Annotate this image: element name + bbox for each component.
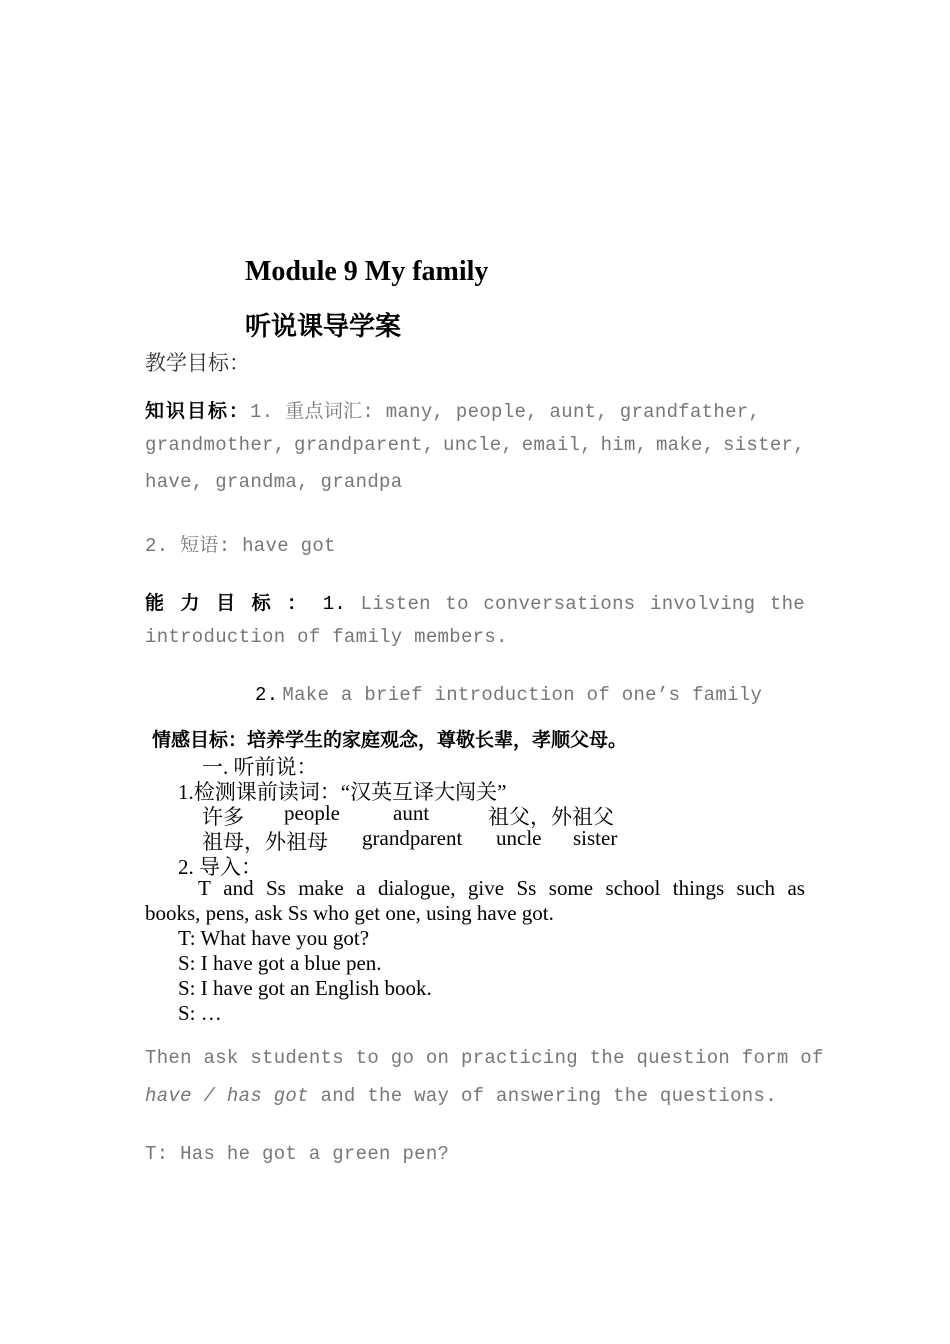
word-row-cell: people xyxy=(284,801,340,825)
knowledge-vocab-line3: have, grandma, grandpa xyxy=(145,471,403,493)
knowledge-phrases: 2. 短语: have got xyxy=(145,535,336,557)
vocab-word: make, xyxy=(655,434,715,456)
word-test-label: 1.检测课前读词：“汉英互译大闯关” xyxy=(178,780,507,804)
lead-in-word: and xyxy=(223,876,254,900)
lead-in-word: make xyxy=(298,876,344,900)
ability-goal-line2: introduction of family members. xyxy=(145,626,508,648)
ability-word: Listen xyxy=(360,593,431,615)
word-row-cell: 祖母，外祖母 xyxy=(202,830,328,854)
teaching-goals-label: 教学目标： xyxy=(145,351,250,375)
ability-label-char: 目 xyxy=(216,592,238,614)
practice-line2-rest: and the way of answering the questions. xyxy=(308,1085,777,1107)
ability-label-char: ： xyxy=(287,592,309,614)
knowledge-vocab-line1: 1. 重点词汇: many, people, aunt, grandfather, xyxy=(250,401,761,423)
practice-line1: Then ask students to go on practicing the question form of xyxy=(145,1047,824,1069)
ability-word: involving xyxy=(650,593,756,615)
ability-goal-line1 xyxy=(145,588,805,615)
ability-label-char: 力 xyxy=(180,592,202,614)
ability-goal-item2 xyxy=(255,684,762,706)
lead-in-word: a xyxy=(356,876,366,900)
lead-in-word: school xyxy=(605,876,661,900)
knowledge-goal-line1 xyxy=(145,396,760,423)
emotion-goal: 情感目标：培养学生的家庭观念，尊敬长辈，孝顺父母。 xyxy=(152,729,628,751)
vocab-word: email, xyxy=(521,434,592,456)
knowledge-goal-label: 知识目标： xyxy=(145,400,251,422)
vocab-word: uncle, xyxy=(443,434,514,456)
word-row-cell: uncle xyxy=(496,826,542,850)
practice-question: T: Has he got a green pen? xyxy=(145,1143,450,1165)
practice-line2 xyxy=(145,1085,777,1107)
lead-in-word: give xyxy=(467,876,505,900)
lead-in-word: some xyxy=(548,876,594,900)
document-title: Module 9 My family xyxy=(245,256,489,287)
dialogue-line: S: I have got an English book. xyxy=(178,976,432,1000)
lead-in-line2: books, pens, ask Ss who get one, using have got. xyxy=(145,901,554,925)
lead-in-label: 2. 导入： xyxy=(178,855,262,879)
vocab-word: sister, xyxy=(723,434,805,456)
practice-emphasis: have / has got xyxy=(145,1085,309,1107)
dialogue-line: T: What have you got? xyxy=(178,926,370,950)
lead-in-word: dialogue, xyxy=(377,876,456,900)
word-row-cell: 祖父，外祖父 xyxy=(488,805,614,829)
lead-in-word: as xyxy=(787,876,805,900)
knowledge-vocab-line2 xyxy=(145,434,805,456)
word-row-cell: aunt xyxy=(393,801,430,825)
dialogue-line: S: I have got a blue pen. xyxy=(178,951,382,975)
vocab-word: grandmother, xyxy=(145,434,286,456)
ability-word: to xyxy=(445,593,469,615)
word-row-cell: sister xyxy=(573,826,618,850)
vocab-word: him, xyxy=(600,434,648,456)
word-row-cell: grandparent xyxy=(362,826,463,850)
ability-label-char: 能 xyxy=(145,592,167,614)
ability-word: the xyxy=(769,593,805,615)
ability-item-number: 1. xyxy=(322,593,347,615)
document-subtitle: 听说课导学案 xyxy=(245,312,402,342)
lead-in-word: Ss xyxy=(266,876,286,900)
ability-item2-text: Make a brief introduction of one’s family xyxy=(282,684,763,706)
ability-item-number: 2. xyxy=(255,684,279,706)
section-heading: 一. 听前说： xyxy=(202,755,318,779)
lead-in-word: T xyxy=(198,876,211,900)
ability-word: conversations xyxy=(483,593,636,615)
word-row-cell: 许多 xyxy=(202,805,244,829)
dialogue-line: S: … xyxy=(178,1001,222,1025)
lead-in-word: things xyxy=(672,876,725,900)
vocab-word: grandparent, xyxy=(294,434,435,456)
ability-label-char: 标 xyxy=(251,592,273,614)
lead-in-word: Ss xyxy=(516,876,537,900)
lead-in-word: such xyxy=(736,876,776,900)
lead-in-line1 xyxy=(198,876,805,901)
